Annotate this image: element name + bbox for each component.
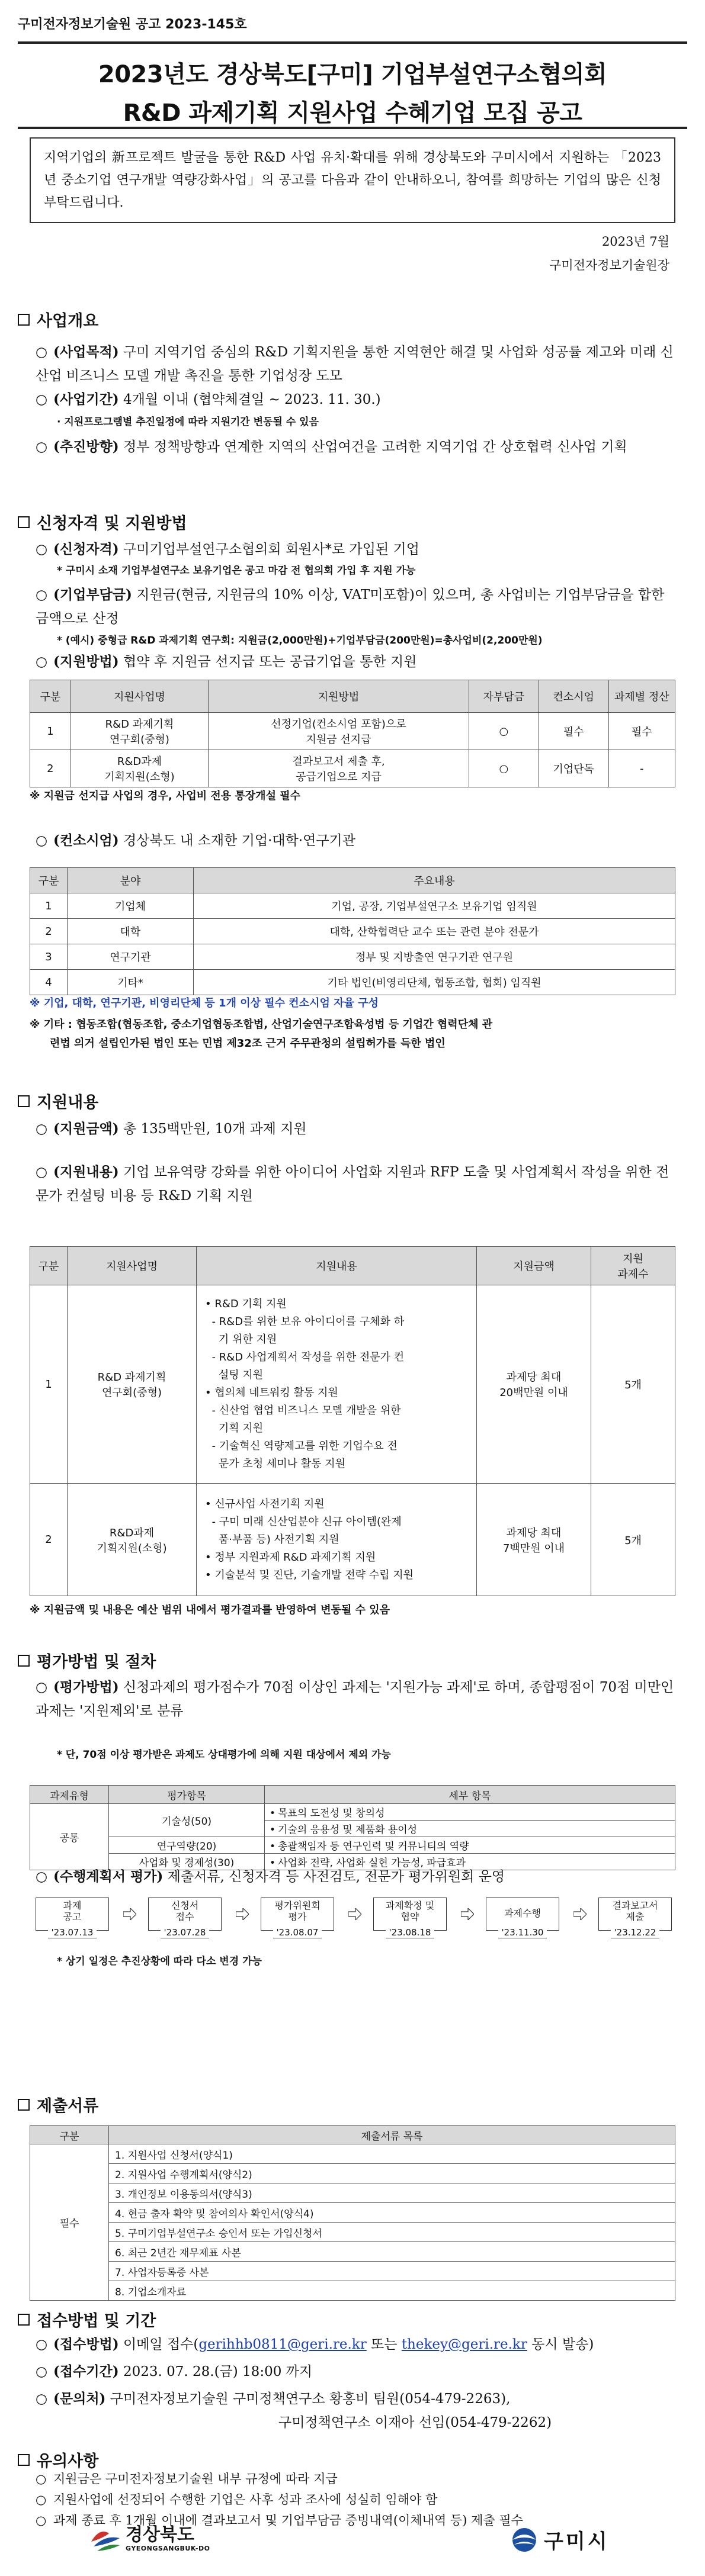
circle-bullet-icon: ○ xyxy=(36,2391,48,2407)
circle-bullet-icon: ○ xyxy=(36,345,48,360)
table-cell: 기타 법인(비영리단체, 협동조합, 협회) 임직원 xyxy=(194,970,675,995)
table-cell: 대학, 산학협력단 교수 또는 관련 분야 전문가 xyxy=(194,919,675,944)
table-row xyxy=(30,713,675,750)
schedule-change-note: * 상기 일정은 추진상황에 따라 다소 변경 가능 xyxy=(57,1956,262,1967)
header-cell: 구분 xyxy=(30,868,68,893)
arrow-right-icon xyxy=(236,1908,249,1920)
table-cell: 1 xyxy=(30,713,71,750)
circle-bullet-icon: ○ xyxy=(36,2472,47,2486)
overview-period-note: · 지원프로그램별 추진일정에 따라 지원기간 변동될 수 있음 xyxy=(57,416,319,428)
label: (지원금액) xyxy=(53,1121,119,1137)
flow-step-date xyxy=(36,1927,109,1938)
gyeongbuk-logo-text xyxy=(126,2526,210,2552)
detail-text: 총괄책임자 등 연구인력 및 커뮤니티의 역량 xyxy=(278,1841,469,1853)
table-cell: 4 xyxy=(30,970,68,995)
header-cell: 제출서류 목록 xyxy=(109,2126,675,2144)
table-cell: • 총괄책임자 등 연구인력 및 커뮤니티의 역량 xyxy=(265,1837,675,1854)
document-item: 8. 기업소개자료 xyxy=(109,2281,675,2301)
application-period xyxy=(36,2360,675,2384)
label: (접수기간) xyxy=(53,2363,119,2379)
circle-bullet-icon: ○ xyxy=(36,392,48,407)
content-line: 설팅 지원 xyxy=(205,1369,264,1381)
evaluation-table xyxy=(30,1785,675,1870)
header-cell: 구분 xyxy=(30,1247,68,1285)
flow-step xyxy=(261,1898,334,1931)
text: 지원금은 구미전자정보기술원 내부 규정에 따라 지급 xyxy=(53,2472,338,2486)
content-line: 기 위한 지원 xyxy=(205,1333,277,1346)
flow-step-date xyxy=(261,1927,334,1938)
table-cell: ○ xyxy=(469,713,539,750)
section-title: 접수방법 및 기간 xyxy=(37,2312,156,2330)
notice-number: 구미전자정보기술원 공고 2023-145호 xyxy=(18,17,247,32)
gumi-logo xyxy=(509,2525,610,2554)
email-link-1[interactable]: gerihhb0811@geri.re.kr xyxy=(198,2337,367,2352)
eligibility-method xyxy=(36,650,675,674)
table-cell: • 목표의 도전성 및 창의성 xyxy=(265,1804,675,1821)
table-cell: 정부 및 지방출연 연구기관 연구원 xyxy=(194,944,675,970)
flow-step-label: 평가위원회 평가 xyxy=(274,1900,321,1922)
content-line: • R&D 기획 지원 xyxy=(205,1298,287,1310)
table-row xyxy=(30,1837,675,1854)
table-header-row xyxy=(30,2126,675,2144)
evaluation-note: * 단, 70점 이상 평가받은 과제도 상대평가에 의해 지원 대상에서 제외 가능 xyxy=(57,1749,391,1761)
header-cell: 컨소시엄 xyxy=(539,680,608,713)
table-row xyxy=(30,1484,675,1596)
support-amount xyxy=(36,1117,675,1141)
text: 지원금(현금, 지원금의 10% 이상, VAT미포함)이 있으며, 총 사업비는 기업부담금을 합한 금액으로 산정 xyxy=(36,587,665,626)
gumi-logo-text: 구미시 xyxy=(544,2530,610,2554)
table-row xyxy=(30,2262,675,2281)
circle-bullet-icon: ○ xyxy=(36,1165,48,1180)
table-cell: 2 xyxy=(30,750,71,787)
text: 협약 후 지원금 선지급 또는 공급기업을 통한 지원 xyxy=(118,654,417,670)
content-line: • 기술분석 및 진단, 기술개발 전략 수립 지원 xyxy=(205,1568,414,1581)
header-cell: 과제별 정산 xyxy=(608,680,675,713)
header-cell: 자부담금 xyxy=(469,680,539,713)
label: (컨소시엄) xyxy=(53,832,119,848)
section-application-heading xyxy=(18,2308,156,2331)
document-item: 4. 현금 출자 확약 및 참여의사 확인서(양식4) xyxy=(109,2203,675,2223)
square-bullet-icon xyxy=(18,2099,30,2111)
detail-text: 사업화 전략, 사업화 실현 가능성, 파급효과 xyxy=(278,1857,466,1869)
content-line: - R&D 사업계획서 작성을 위한 전문가 컨 xyxy=(205,1351,405,1363)
table-cell: 필수 xyxy=(608,713,675,750)
flow-step-date xyxy=(486,1927,559,1938)
label: (수행계획서 평가) xyxy=(53,1869,164,1884)
text: 제출서류, 신청자격 등 사전검토, 전문가 평가위원회 운영 xyxy=(163,1869,505,1884)
document-item: 6. 최근 2년간 재무제표 사본 xyxy=(109,2242,675,2262)
table-row xyxy=(30,2144,675,2164)
content-line: - 기술혁신 역량제고를 위한 기업수요 전 xyxy=(205,1440,398,1452)
table-header-row xyxy=(30,1247,675,1285)
circle-bullet-icon: ○ xyxy=(36,1680,48,1695)
section-caution-heading xyxy=(18,2448,98,2471)
table-row xyxy=(30,750,675,787)
flow-step xyxy=(373,1898,447,1931)
square-bullet-icon xyxy=(18,516,30,528)
table-row xyxy=(30,2223,675,2242)
table-row xyxy=(30,1285,675,1484)
flow-date-text: '23.11.30 xyxy=(498,1927,547,1938)
logo-sub-text: GYEONGSANGBUK-DO xyxy=(126,2544,210,2552)
square-bullet-icon xyxy=(18,2454,30,2466)
label: (지원내용) xyxy=(53,1164,119,1180)
text: 이메일 접수( xyxy=(118,2337,199,2352)
title-box xyxy=(18,41,687,129)
text: 4개월 이내 (협약체결일 ~ 2023. 11. 30.) xyxy=(118,392,381,407)
table-cell: 3 xyxy=(30,944,68,970)
header-cell: 지원사업명 xyxy=(70,680,208,713)
table-cell: 대학 xyxy=(68,919,194,944)
notice-date: 2023년 7월 xyxy=(601,234,669,249)
table-header-row xyxy=(30,1786,675,1804)
table-cell: 과제당 최대 7백만원 이내 xyxy=(477,1484,591,1596)
gyeongbuk-logo xyxy=(89,2524,210,2554)
table-row xyxy=(30,944,675,970)
logo-main-text: 경상북도 xyxy=(126,2524,194,2545)
consortium-table xyxy=(30,867,675,995)
gumi-emblem-icon xyxy=(509,2527,539,2553)
section-eligibility-heading xyxy=(18,510,187,533)
text: 경상북도 내 소재한 기업·대학·연구기관 xyxy=(118,833,355,848)
section-title: 유의사항 xyxy=(37,2452,99,2471)
support-change-note: ※ 지원금액 및 내용은 예산 범위 내에서 평가결과를 반영하여 변동될 수 있음 xyxy=(30,1604,390,1616)
title-line-2: R&D 과제기획 지원사업 수혜기업 모집 공고 xyxy=(123,99,582,127)
circle-bullet-icon: ○ xyxy=(36,1869,48,1884)
text: 총 135백만원, 10개 과제 지원 xyxy=(118,1121,307,1137)
table-row xyxy=(30,919,675,944)
text: 구미기업부설연구소협의회 회원사*로 가입된 기업 xyxy=(118,542,419,557)
text: 구미 지역기업 중심의 R&D 기획지원을 통한 지역현안 해결 및 사업화 성공률 제고와 미래 신산업 비즈니스 모델 개발 촉진을 통한 기업성장 도모 xyxy=(36,345,674,384)
flow-date-text: '23.08.18 xyxy=(386,1927,435,1938)
application-contact xyxy=(36,2387,675,2411)
consortium-required-note: ※ 기업, 대학, 연구기관, 비영리단체 등 1개 이상 필수 컨소시엄 자율 구성 xyxy=(30,997,379,1009)
circle-bullet-icon: ○ xyxy=(36,2337,48,2352)
application-contact-2: 구미정책연구소 이재아 선임(054-479-2262) xyxy=(278,2415,552,2430)
eligibility-consortium xyxy=(36,829,675,853)
table-cell: 공통 xyxy=(30,1804,109,1870)
support-method-table xyxy=(30,680,675,787)
document-item: 1. 지원사업 신청서(양식1) xyxy=(109,2144,675,2164)
table-cell: R&D과제 기획지원(소형) xyxy=(68,1484,197,1596)
table-cell: - xyxy=(608,750,675,787)
other-entity-note-line2: 련법 의거 설립인가된 법인 또는 민법 제32조 근거 주무관청의 설립허가를 득한 법인 xyxy=(50,1037,446,1050)
flow-step-date xyxy=(373,1927,447,1938)
overview-period xyxy=(36,388,675,411)
eligibility-note: * 구미시 소재 기업부설연구소 보유기업은 공고 마감 전 협의회 가입 후 지원 가능 xyxy=(57,565,416,577)
text: 또는 xyxy=(366,2337,402,2352)
circle-bullet-icon: ○ xyxy=(36,2364,48,2379)
header-cell: 과제유형 xyxy=(30,1786,109,1804)
text: 기업 보유역량 강화를 위한 아이디어 사업화 지원과 RFP 도출 및 사업계획서 작성을 위한 전문가 컨설팅 비용 등 R&D 기획 지원 xyxy=(36,1165,669,1204)
flow-date-text: '23.08.07 xyxy=(273,1927,322,1938)
flow-step-label: 과제수행 xyxy=(504,1908,541,1919)
contribution-example: * (예시) 중형급 R&D 과제기획 연구회: 지원금(2,000만원)+기업부담금(200만원)=총사업비(2,200만원) xyxy=(57,635,543,647)
document-item: 3. 개인정보 이용동의서(양식3) xyxy=(109,2183,675,2203)
section-documents-heading xyxy=(18,2093,98,2116)
section-title: 신청자격 및 지원방법 xyxy=(37,514,187,533)
circle-bullet-icon: ○ xyxy=(36,2513,47,2527)
header-cell: 구분 xyxy=(30,680,71,713)
table-row xyxy=(30,970,675,995)
table-cell: 1 xyxy=(30,893,68,919)
circle-bullet-icon: ○ xyxy=(36,542,48,557)
section-support-heading xyxy=(18,1089,98,1112)
header-cell: 구분 xyxy=(30,2126,109,2144)
table-cell: 과제당 최대 20백만원 이내 xyxy=(477,1285,591,1484)
document-item: 7. 사업자등록증 사본 xyxy=(109,2262,675,2281)
label: (신청자격) xyxy=(53,541,119,557)
header-cell: 지원 과제수 xyxy=(591,1247,675,1285)
content-line: - R&D를 위한 보유 아이디어를 구체화 하 xyxy=(205,1316,405,1328)
table-header-row xyxy=(30,868,675,893)
flow-date-text: '23.12.22 xyxy=(611,1927,660,1938)
flow-step xyxy=(598,1898,672,1931)
table-cell: R&D 과제기획 연구회(중형) xyxy=(68,1285,197,1484)
content-cell xyxy=(197,1484,477,1596)
content-line: • 협의체 네트워킹 활동 지원 xyxy=(205,1387,338,1399)
issuing-org: 구미전자정보기술원장 xyxy=(549,258,669,272)
table-cell: 선정기업(컨소시엄 포함)으로 지원금 선지급 xyxy=(209,713,469,750)
arrow-right-icon xyxy=(573,1908,587,1920)
arrow-right-icon xyxy=(461,1908,474,1920)
section-evaluation-heading xyxy=(18,1649,156,1672)
overview-direction xyxy=(36,435,675,459)
document-item: 2. 지원사업 수행계획서(양식2) xyxy=(109,2164,675,2183)
section-title: 평가방법 및 절차 xyxy=(37,1653,156,1671)
section-title: 사업개요 xyxy=(37,312,99,330)
square-bullet-icon xyxy=(18,1655,30,1667)
table-cell: 필수 xyxy=(539,713,608,750)
table-cell: 결과보고서 제출 후, 공급기업으로 지급 xyxy=(209,750,469,787)
table-cell: • 기술의 응용성 및 제품화 용이성 xyxy=(265,1821,675,1837)
content-line: - 구미 미래 신산업분야 신규 아이템(완제 xyxy=(205,1515,402,1528)
content-cell xyxy=(197,1285,477,1484)
arrow-right-icon xyxy=(348,1908,361,1920)
evaluation-method xyxy=(36,1675,675,1723)
plan-evaluation xyxy=(36,1865,675,1889)
header-cell: 세부 항목 xyxy=(265,1786,675,1804)
label: (문의처) xyxy=(53,2391,106,2407)
document-item: 5. 구미기업부설연구소 승인서 또는 가입신청서 xyxy=(109,2223,675,2242)
table-cell: 사업화 및 경제성(30) xyxy=(109,1854,265,1870)
circle-bullet-icon: ○ xyxy=(36,2493,47,2507)
circle-bullet-icon: ○ xyxy=(36,1121,48,1137)
email-link-2[interactable]: thekey@geri.re.kr xyxy=(401,2337,527,2352)
circle-bullet-icon: ○ xyxy=(36,833,48,848)
text: 과제 종료 후 1개월 이내에 결과보고서 및 기업부담금 증빙내역(이체내역 등) 제출 필수 xyxy=(53,2513,523,2527)
advance-payment-note: ※ 지원금 선지급 사업의 경우, 사업비 전용 통장개설 필수 xyxy=(30,790,301,802)
flow-step-label: 과제 공고 xyxy=(63,1900,82,1922)
support-content-table xyxy=(30,1246,675,1596)
support-content xyxy=(36,1160,675,1208)
content-line: 문가 초청 세미나 활동 지원 xyxy=(205,1458,346,1470)
eligibility-qualification xyxy=(36,538,675,561)
header-cell: 지원금액 xyxy=(477,1247,591,1285)
circle-bullet-icon: ○ xyxy=(36,654,48,670)
intro-box: 지역기업의 新프로젝트 발굴을 통한 R&D 사업 유치·확대를 위해 경상북도와 구미시에서 지원하는 「2023년 중소기업 연구개발 역량강화사업」의 공고를 다음과 같이 안내하오니, 참여를 희망하는 기업의 많은 신청 부탁드립니다. xyxy=(30,137,675,223)
caution-item xyxy=(36,2490,675,2510)
table-cell: 기타* xyxy=(68,970,194,995)
table-cell: 기업, 공장, 기업부설연구소 보유기업 임직원 xyxy=(194,893,675,919)
circle-bullet-icon: ○ xyxy=(36,439,48,455)
title-line-1: 2023년도 경상북도[구미] 기업부설연구소협의회 xyxy=(98,61,607,88)
text: 동시 발송) xyxy=(527,2337,594,2352)
content-line: 기획 지원 xyxy=(205,1422,264,1435)
table-cell: 필수 xyxy=(30,2144,109,2301)
flow-step xyxy=(486,1898,559,1931)
table-row xyxy=(30,2203,675,2223)
label: (사업기간) xyxy=(53,391,119,407)
other-entity-note-line1: ※ 기타 : 협동조합(협동조합, 중소기업협동조합법, 산업기술연구조합육성법 등 기업간 협력단체 관 xyxy=(30,1018,493,1031)
content-line: • 신규사업 사전기획 지원 xyxy=(205,1497,325,1510)
table-cell: • 사업화 전략, 사업화 실현 가능성, 파급효과 xyxy=(265,1854,675,1870)
flow-date-text: '23.07.28 xyxy=(161,1927,210,1938)
flow-step-date xyxy=(598,1927,672,1938)
flow-step xyxy=(148,1898,222,1931)
text: 지원사업에 선정되어 수행한 기업은 사후 성과 조사에 성실히 임해야 함 xyxy=(53,2493,438,2507)
table-row xyxy=(30,1804,675,1821)
table-cell: 기업체 xyxy=(68,893,194,919)
table-row xyxy=(30,2183,675,2203)
table-row xyxy=(30,2164,675,2183)
label: (추진방향) xyxy=(53,439,119,455)
table-cell: R&D과제 기획지원(소형) xyxy=(70,750,208,787)
flow-step xyxy=(36,1898,109,1931)
detail-text: 목표의 도전성 및 창의성 xyxy=(278,1808,385,1819)
table-cell: 기업단독 xyxy=(539,750,608,787)
flow-step-label: 과제확정 및 협약 xyxy=(385,1900,435,1922)
square-bullet-icon xyxy=(18,1095,30,1107)
documents-table xyxy=(30,2125,675,2301)
text: 신청과제의 평가점수가 70점 이상인 과제는 '지원가능 과제'로 하며, 종합평점이 70점 미만인 과제는 '지원제외'로 분류 xyxy=(36,1680,674,1719)
flow-step-date xyxy=(148,1927,222,1938)
table-cell: 5개 xyxy=(591,1484,675,1596)
application-method xyxy=(36,2333,675,2356)
section-title: 제출서류 xyxy=(37,2097,99,2115)
label: (지원방법) xyxy=(53,654,119,670)
table-cell: 5개 xyxy=(591,1285,675,1484)
flow-date-text: '23.07.13 xyxy=(48,1927,97,1938)
table-cell: 연구역량(20) xyxy=(109,1837,265,1854)
square-bullet-icon xyxy=(18,314,30,326)
table-cell: R&D 과제기획 연구회(중형) xyxy=(70,713,208,750)
text: 정부 정책방향과 연계한 지역의 산업여건을 고려한 지역기업 간 상호협력 신사업 기획 xyxy=(118,439,627,455)
label: (평가방법) xyxy=(53,1679,119,1695)
header-cell: 지원방법 xyxy=(209,680,469,713)
arrow-right-icon xyxy=(123,1908,136,1920)
table-cell: 2 xyxy=(30,919,68,944)
process-flow xyxy=(36,1898,681,1945)
content-line: 품·부품 등) 사전기획 지원 xyxy=(205,1533,339,1546)
table-row xyxy=(30,2242,675,2262)
circle-bullet-icon: ○ xyxy=(36,587,48,603)
table-cell: 1 xyxy=(30,1285,68,1484)
square-bullet-icon xyxy=(18,2314,30,2326)
section-title: 지원내용 xyxy=(37,1094,99,1112)
table-header-row xyxy=(30,680,675,713)
label: (접수방법) xyxy=(53,2336,119,2352)
header-cell: 지원사업명 xyxy=(68,1247,197,1285)
header-cell: 지원내용 xyxy=(197,1247,477,1285)
content-line: - 신산업 협업 비즈니스 모델 개발을 위한 xyxy=(205,1404,401,1417)
section-overview-heading xyxy=(18,308,98,331)
table-cell: 2 xyxy=(30,1484,68,1596)
header-cell: 주요내용 xyxy=(194,868,675,893)
header-cell: 분야 xyxy=(68,868,194,893)
table-row xyxy=(30,893,675,919)
table-cell: 연구기관 xyxy=(68,944,194,970)
label: (사업목적) xyxy=(53,344,119,360)
eligibility-contribution xyxy=(36,583,675,631)
overview-purpose xyxy=(36,340,675,388)
gyeongbuk-emblem-icon xyxy=(89,2524,122,2554)
text: 구미전자정보기술원 구미정책연구소 황홍비 팀원(054-479-2263), xyxy=(105,2391,511,2407)
table-row xyxy=(30,2281,675,2301)
table-cell: 기술성(50) xyxy=(109,1804,265,1837)
flow-step-label: 결과보고서 제출 xyxy=(612,1900,658,1922)
text: 2023. 07. 28.(금) 18:00 까지 xyxy=(118,2364,313,2379)
flow-step-label: 신청서 접수 xyxy=(171,1900,199,1922)
detail-text: 기술의 응용성 및 제품화 용이성 xyxy=(278,1824,418,1836)
header-cell: 평가항목 xyxy=(109,1786,265,1804)
table-cell: ○ xyxy=(469,750,539,787)
label: (기업부담금) xyxy=(53,587,132,603)
caution-item xyxy=(36,2469,675,2489)
content-line: • 정부 지원과제 R&D 과제기획 지원 xyxy=(205,1551,376,1564)
